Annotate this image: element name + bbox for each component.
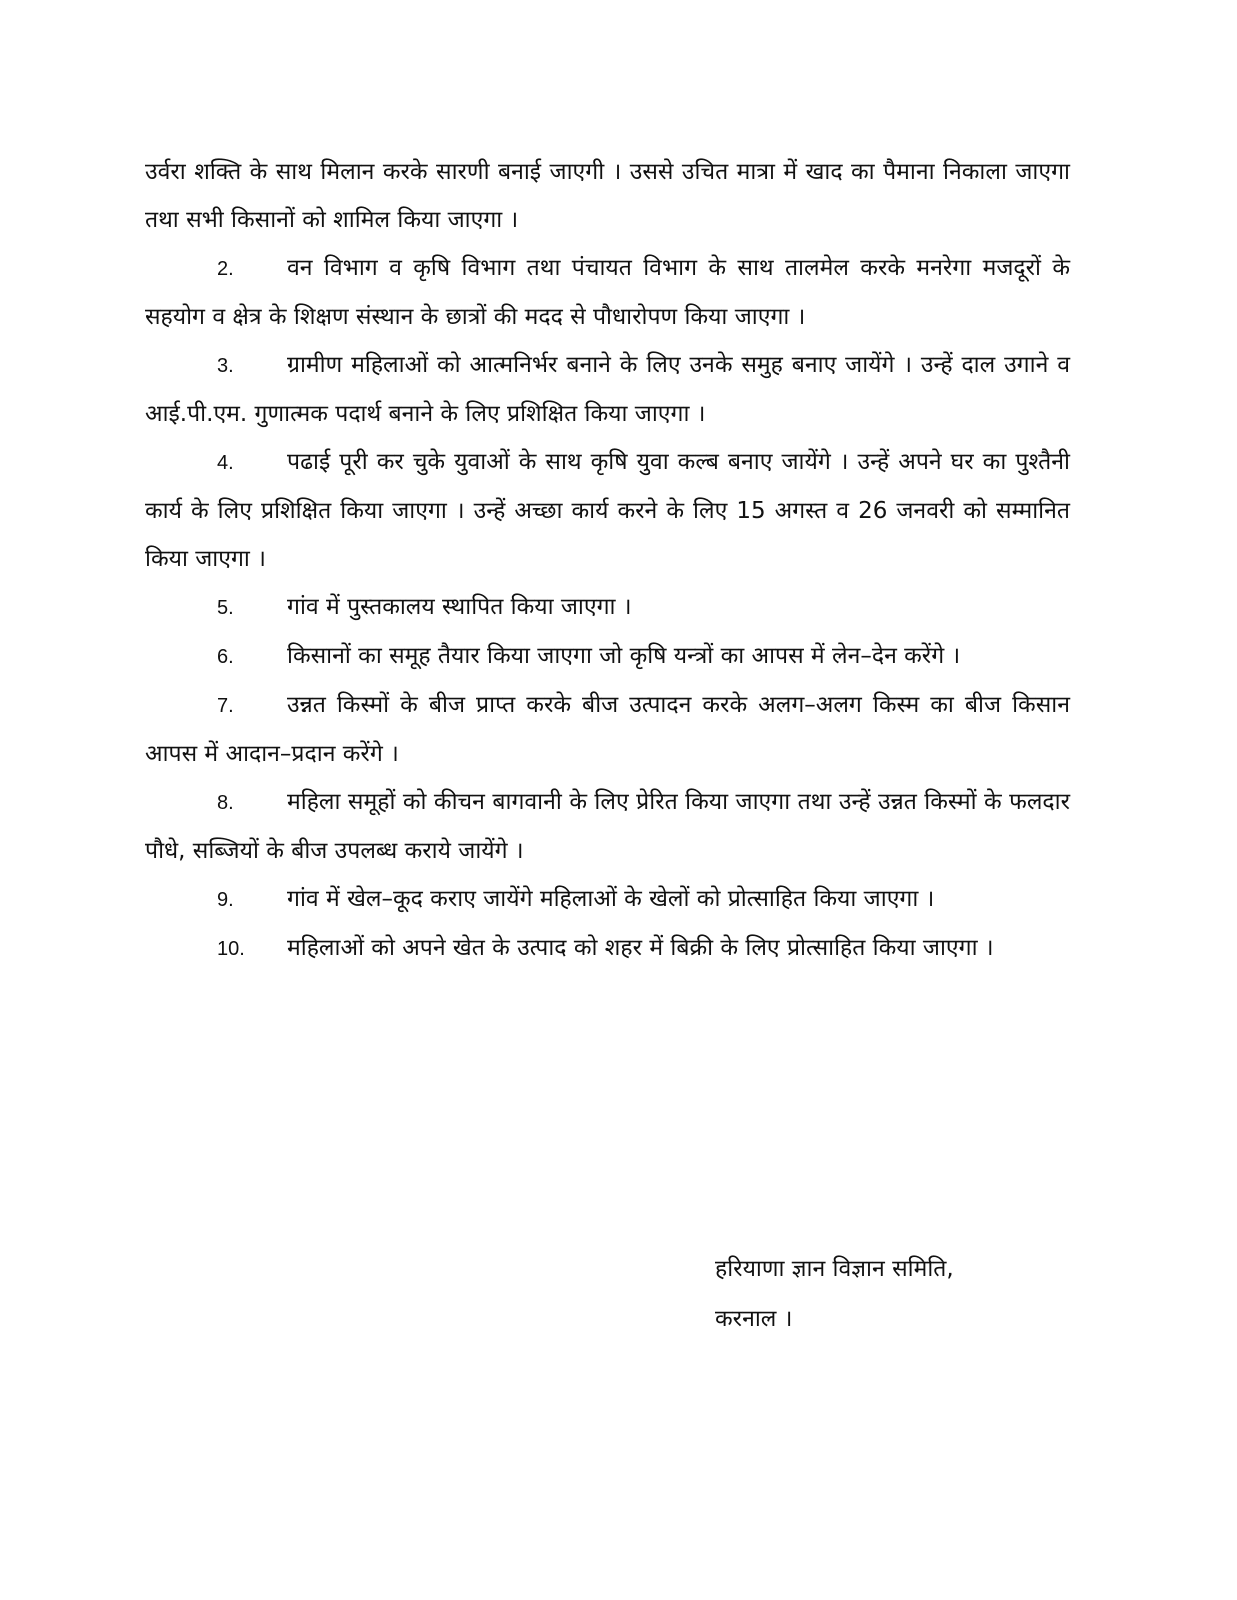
item-text: पढाई पूरी कर चुके युवाओं के साथ कृषि युवा कल्ब बनाए जायेंगे । उन्हें अपने घर का पुश्तैनी कार्य के लिए प्रशिक्षित किया जाएगा । उन्हें अच्छा कार्य करने के लिए 15 अगस्त व 26 जनवरी को सम्मानित किया जाएगा । [145, 449, 1070, 572]
document-body [145, 148, 1070, 973]
item-text: वन विभाग व कृषि विभाग तथा पंचायत विभाग के साथ तालमेल करके मनरेगा मजदूरों के सहयोग व क्षेत्र के शिक्षण संस्थान के छात्रों की मदद से पौधारोपण किया जाएगा । [145, 255, 1070, 330]
list-item [145, 778, 1070, 875]
item-text: गांव में पुस्तकालय स्थापित किया जाएगा । [287, 594, 632, 620]
item-number: 10. [217, 938, 245, 960]
list-item [145, 875, 1070, 924]
item-text: गांव में खेल–कूद कराए जायेंगे महिलाओं के खेलों को प्रोत्साहित किया जाएगा । [287, 886, 935, 912]
item-number: 5. [217, 597, 234, 619]
item-number: 9. [217, 889, 234, 911]
item-number: 8. [217, 792, 234, 814]
item-text: महिलाओं को अपने खेत के उत्पाद को शहर में बिक्री के लिए प्रोत्साहित किया जाएगा । [287, 935, 994, 961]
item-number: 4. [217, 452, 234, 474]
signature-place: करनाल । [715, 1306, 793, 1332]
list-item [145, 244, 1070, 341]
item-number: 3. [217, 355, 234, 377]
list-item [145, 438, 1070, 583]
item-text: महिला समूहों को कीचन बागवानी के लिए प्रेरित किया जाएगा तथा उन्हें उन्नत किस्मों के फलदार पौधे, सब्जियों के बीज उपलब्ध कराये जायेंगे । [145, 789, 1070, 864]
item-number: 7. [217, 695, 234, 717]
list-item [145, 341, 1070, 438]
list-item [145, 924, 1070, 973]
item-number: 2. [217, 258, 234, 280]
signature-organization: हरियाणा ज्ञान विज्ञान समिति, [715, 1256, 954, 1282]
list-item [145, 681, 1070, 778]
intro-paragraph: उर्वरा शक्ति के साथ मिलान करके सारणी बनाई जाएगी । उससे उचित मात्रा में खाद का पैमाना निकाला जाएगा तथा सभी किसानों को शामिल किया जाएगा । [145, 159, 1070, 233]
list-item [145, 583, 1070, 632]
signature-block [715, 1244, 1075, 1344]
item-text: ग्रामीण महिलाओं को आत्मनिर्भर बनाने के लिए उनके समुह बनाए जायेंगे । उन्हें दाल उगाने व आई.पी.एम. गुणात्मक पदार्थ बनाने के लिए प्रशिक्षित किया जाएगा । [145, 352, 1070, 427]
item-text: उन्नत किस्मों के बीज प्राप्त करके बीज उत्पादन करके अलग–अलग किस्म का बीज किसान आपस में आदान–प्रदान करेंगे । [145, 692, 1070, 767]
item-number: 6. [217, 646, 234, 668]
list-item [145, 632, 1070, 681]
item-text: किसानों का समूह तैयार किया जाएगा जो कृषि यन्त्रों का आपस में लेन–देन करेंगे । [287, 643, 961, 669]
